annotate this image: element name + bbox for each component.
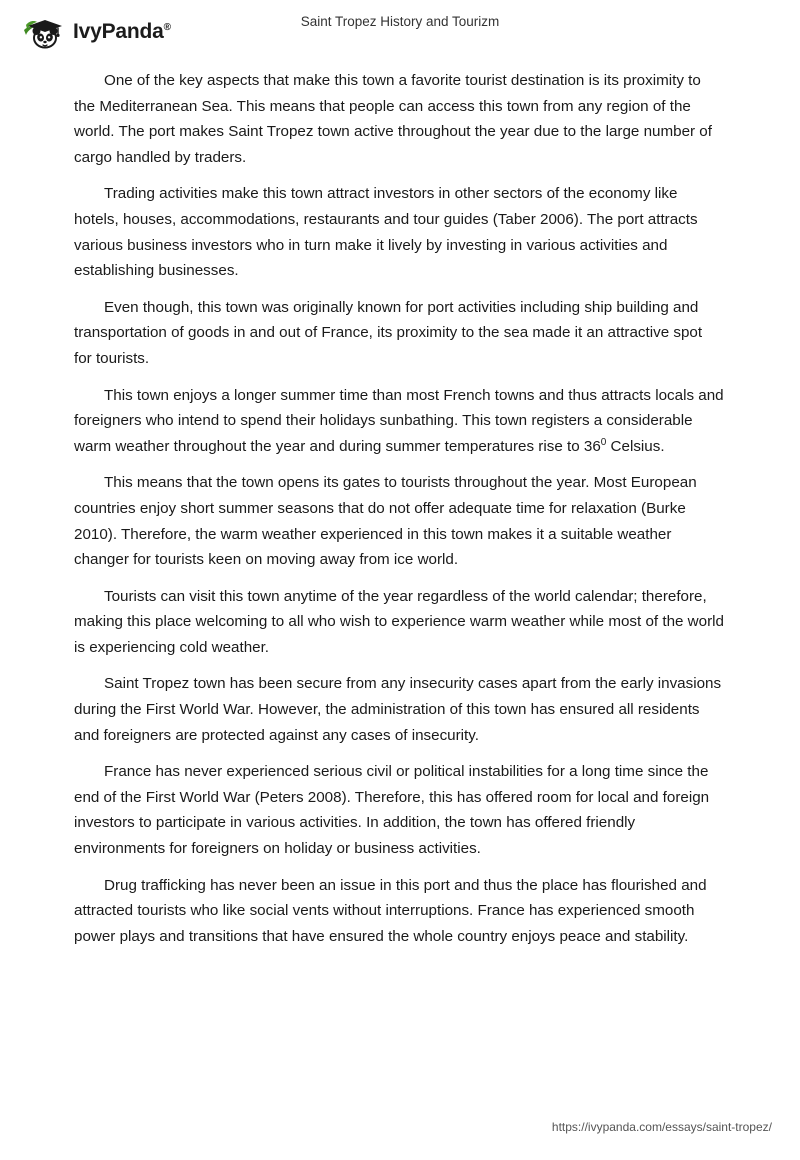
- paragraph: Even though, this town was originally known for port activities including ship building and transportation of goods in and out of France, its proximity to the sea made it an attractive spot for tourists.: [74, 298, 703, 367]
- page-title: Saint Tropez History and Tourizm: [300, 14, 500, 29]
- degree-superscript: 0: [600, 436, 607, 448]
- paragraph: One of the key aspects that make this town a favorite tourist destination is its proximity to the Mediterranean Sea. This means that people can access this town from any region of the world. The port makes Saint Tropez town active throughout the year due to the large number of cargo handled by traders.: [74, 72, 712, 166]
- source-url-link[interactable]: https://ivypanda.com/essays/saint-tropez/: [551, 1120, 772, 1134]
- paragraph: This means that the town opens its gates to tourists throughout the year. Most European countries enjoy short summer seasons that do not offer adequate time for relaxation (Burke 2010). Therefore, the warm weather experienced in this town makes it a suitable weather changer for tourists keen on moving away from ice world.: [74, 474, 697, 569]
- paragraph-text-after: Celsius.: [606, 437, 665, 455]
- paragraph: Drug trafficking has never been an issue in this port and thus the place has flourished and attracted tourists who like social vents without interruptions. France has experienced smooth power plays and transitions that have ensured the whole country enjoys peace and stability.: [74, 876, 707, 945]
- paragraph-temperature: [74, 383, 724, 460]
- paragraph: France has never experienced serious civil or political instabilities for a long time since the end of the First World War (Peters 2008). Therefore, this has offered room for local and foreign investors to participate in various activities. In addition, the town has offered friendly environments for foreigners on holiday or business activities.: [74, 763, 710, 858]
- page-header: [0, 0, 800, 56]
- brand-name-text: IvyPanda: [73, 20, 164, 43]
- paragraph: Saint Tropez town has been secure from any insecurity cases apart from the early invasions during the First World War. However, the administration of this town has ensured all residents and foreigners are protected against any cases of insecurity.: [74, 675, 722, 744]
- paragraph: Trading activities make this town attract investors in other sectors of the economy like hotels, houses, accommodations, restaurants and tour guides (Taber 2006). The port attracts various business investors who in turn make it lively by investing in various activities and establishing businesses.: [74, 185, 698, 280]
- registered-mark: ®: [163, 22, 171, 33]
- document-body: [74, 68, 724, 960]
- paragraph: Tourists can visit this town anytime of the year regardless of the world calendar; therefore, making this place welcoming to all who wish to experience warm weather while most of the world is experiencing cold weather.: [74, 587, 724, 656]
- paragraph-text-before: This town enjoys a longer summer time than most French towns and thus attracts locals and foreigners who intend to spend their holidays sunbathing. This town registers a considerable warm weather throughout the year and during summer temperatures rise to 36: [74, 386, 724, 455]
